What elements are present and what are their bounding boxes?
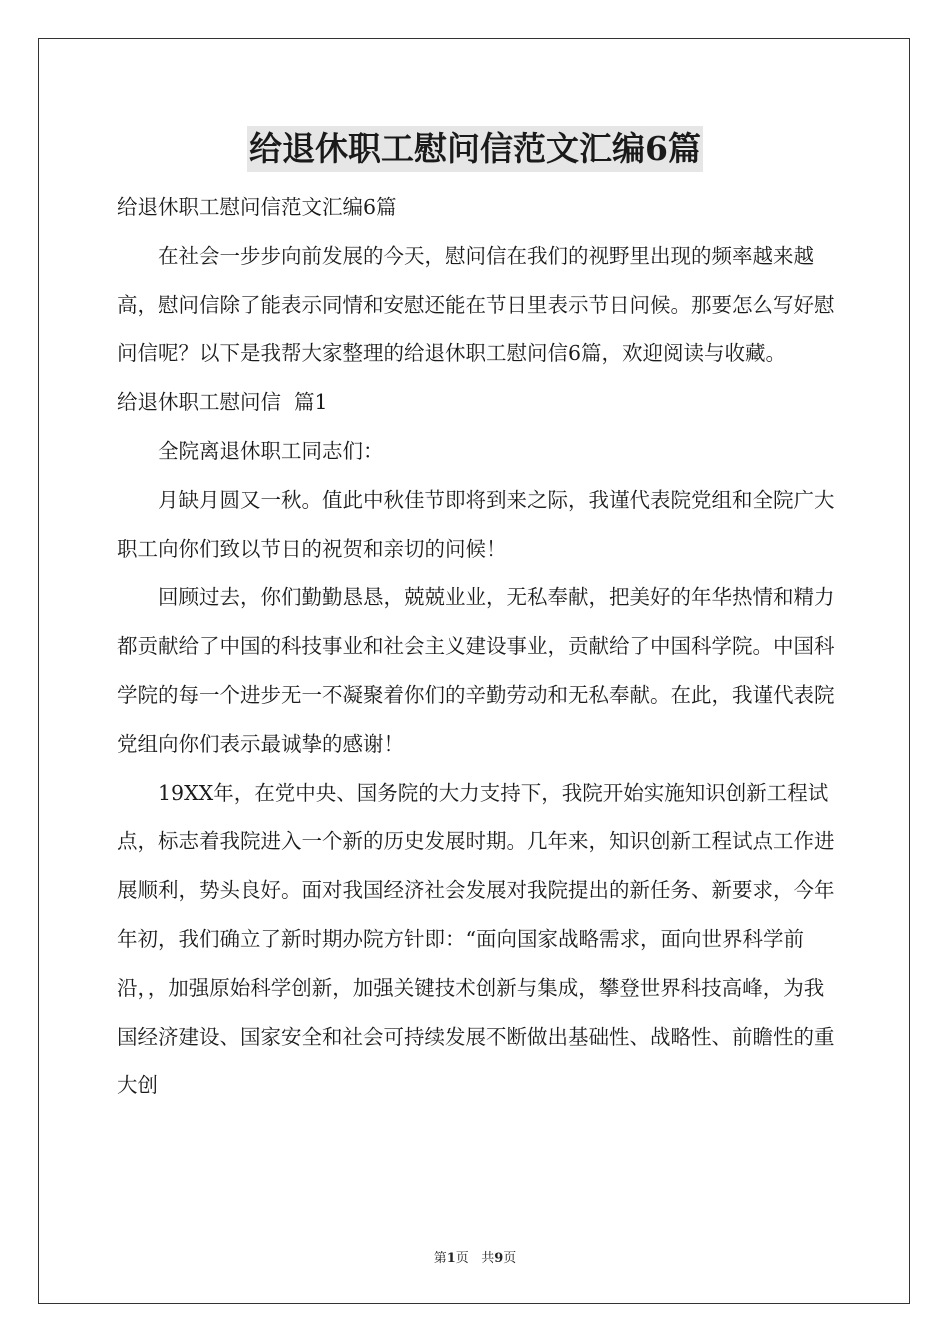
body-paragraph: 月缺月圆又一秋。值此中秋佳节即将到来之际，我谨代表院党组和全院广大职工向你们致以节日的祝贺和亲切的问候！: [117, 487, 835, 561]
page-footer: [0, 1247, 950, 1266]
title-container: [0, 126, 950, 172]
total-prefix: 共: [481, 1251, 495, 1266]
document-body: [117, 183, 835, 1110]
total-pages: 9: [494, 1251, 504, 1266]
page-suffix: 页: [455, 1251, 469, 1266]
intro-paragraph: 在社会一步步向前发展的今天，慰问信在我们的视野里出现的频率越来越高，慰问信除了能表示同情和安慰还能在节日里表示节日问候。那要怎么写好慰问信呢？以下是我帮大家整理的给退休职工慰问信6篇，欢迎阅读与收藏。: [117, 243, 835, 366]
page-prefix: 第: [433, 1251, 447, 1266]
document-title: 给退休职工慰问信范文汇编6篇: [247, 126, 703, 172]
section-heading: 给退休职工慰问信 篇1: [117, 390, 328, 415]
salutation: 全院离退休职工同志们：: [158, 438, 384, 463]
document-subtitle: 给退休职工慰问信范文汇编6篇: [117, 195, 397, 219]
total-suffix: 页: [503, 1251, 517, 1266]
body-paragraph: 19XX年，在党中央、国务院的大力支持下，我院开始实施知识创新工程试点，标志着我院进入一个新的历史发展时期。几年来，知识创新工程试点工作进展顺利，势头良好。面对我国经济社会发展对我院提出的新任务、新要求，今年年初，我们确立了新时期办院方针即：“面向国家战略需求，面向世界科学前沿，，加强原始科学创新，加强关键技术创新与集成，攀登世界科技高峰，为我国经济建设、国家安全和社会可持续发展不断做出基础性、战略性、前瞻性的重大创: [117, 780, 835, 1098]
body-paragraph: 回顾过去，你们勤勤恳恳，兢兢业业，无私奉献，把美好的年华热情和精力都贡献给了中国的科技事业和社会主义建设事业，贡献给了中国科学院。中国科学院的每一个进步无一不凝聚着你们的辛勤劳动和无私奉献。在此，我谨代表院党组向你们表示最诚挚的感谢！: [117, 585, 835, 756]
page-number: 1: [446, 1251, 456, 1266]
